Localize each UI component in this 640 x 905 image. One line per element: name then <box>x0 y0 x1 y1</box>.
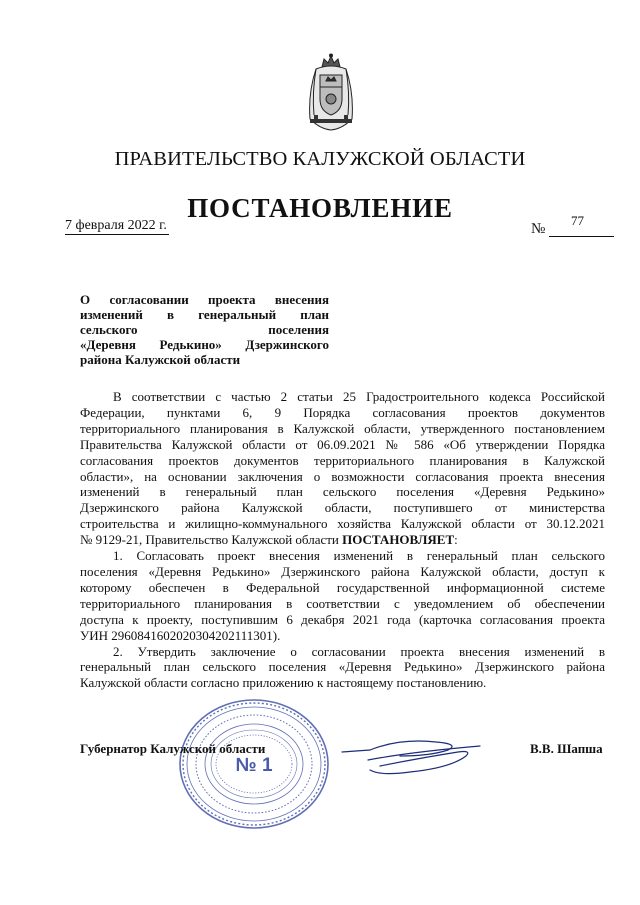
document-subject <box>80 292 329 367</box>
number-sign: № <box>531 221 546 237</box>
item2-line: 2. Утвердить заключение о согласовании проекта внесения изменений в <box>113 643 605 659</box>
document-date: 7 февраля 2022 г. <box>65 218 167 233</box>
government-title: ПРАВИТЕЛЬСТВО КАЛУЖСКОЙ ОБЛАСТИ <box>114 148 526 170</box>
item1-line: 1. Согласовать проект внесения изменений в генеральный план сельского <box>113 548 605 564</box>
subject-line: сельского поселения <box>80 322 329 337</box>
signatory-title: Губернатор Калужской области <box>80 741 266 756</box>
document-body <box>80 389 605 691</box>
item1-line: доступа к проекту, поступившим 6 декабря 2021 года (карточка согласования проекта <box>80 611 605 627</box>
subject-line: О согласовании проекта внесения <box>80 292 329 307</box>
subject-line: района Калужской области <box>80 352 241 367</box>
item1-line: территориального планирования в соответствии с уведомлением об обеспечении <box>80 595 605 611</box>
item1-line: которому обеспечен в Федеральной государственной информационной системе <box>80 579 605 595</box>
body-line: В соответствии с частью 2 статьи 25 Градостроительного кодекса Российской <box>113 389 605 404</box>
subject-line: «Деревня Редькино» Дзержинского <box>80 337 329 352</box>
handwritten-signature <box>340 722 490 784</box>
decree-line: № 9129-21, Правительство Калужской области ПОСТАНОВЛЯЕТ: <box>80 532 458 548</box>
body-line: согласования проектов документов территориального планирования в Калужской <box>80 452 605 468</box>
body-line: территориального планирования в Калужской области, утвержденного постановлением <box>80 420 605 436</box>
body-line: области», на основании заключения о возможности согласования проекта внесения <box>80 468 605 484</box>
body-line: изменений в генеральный план сельского поселения «Деревня Редькино» <box>80 484 605 500</box>
document-number: 77 <box>571 213 584 228</box>
item1-line: поселения «Деревня Редькино» Дзержинского района Калужской области, доступ к <box>80 563 605 579</box>
coat-of-arms-emblem <box>302 53 360 131</box>
document-type-heading: ПОСТАНОВЛЕНИЕ <box>187 193 453 223</box>
decree-word: ПОСТАНОВЛЯЕТ <box>342 532 455 548</box>
subject-line: изменений в генеральный план <box>80 307 330 322</box>
item2-line: Калужской области согласно приложению к настоящему постановлению. <box>80 675 487 691</box>
body-line: Федерации, пунктами 6, 9 Порядка согласования проектов документов <box>80 404 605 420</box>
number-underline <box>549 236 614 237</box>
item2-line: генеральный план сельского поселения «Деревня Редькино» Дзержинского района <box>80 659 605 675</box>
official-seal <box>176 697 332 831</box>
body-line: строительства и жилищно-коммунального хозяйства Калужской области от 30.12.2021 <box>80 516 605 532</box>
body-line: Правительства Калужской области от 06.09.2021 № 586 «Об утверждении Порядка <box>80 436 605 452</box>
item1-line: УИН 2960841602020304202111301). <box>80 627 281 643</box>
signatory-name: В.В. Шапша <box>530 741 603 756</box>
seal-number: № 1 <box>235 755 273 776</box>
body-line: Дзержинского района Калужской области, поступившего от министерства <box>80 500 605 516</box>
